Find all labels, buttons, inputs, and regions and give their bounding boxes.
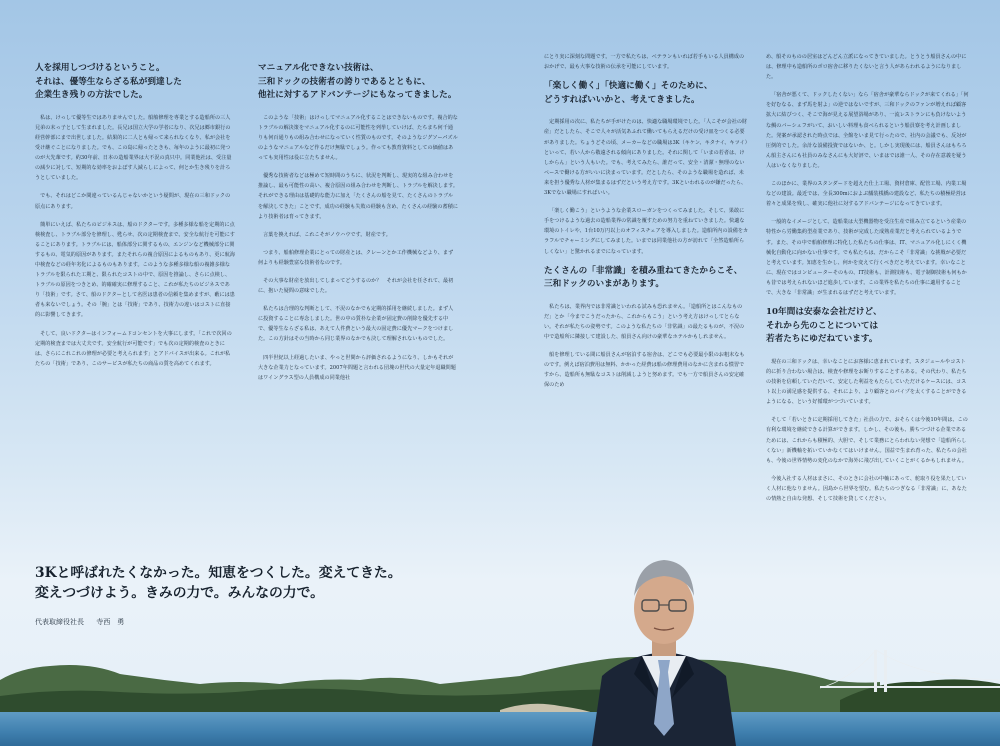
column-3-heading-1 <box>544 80 749 107</box>
president-portrait <box>584 548 744 746</box>
column-3-heading-2 <box>544 265 749 292</box>
slogan-line-2: 変えつづけよう。きみの力で。みんなの力で。 <box>35 585 324 601</box>
body-paragraph: 簡単にいえば、私たちのビジネスは、船のドクターです。多種多様な船を定期的に点検検査し、トラブル部分を修理し、甦らせ、次の定期検査まで、安全な航行を可能にすることにあります。トラブルには、船体部分に関するもの、エンジンなど機械部分に関するもの、電気的原因があります。またそれらの複合原因によるものもあり、更に航海中検査などの経年劣化によるものもあります。このような多種多様な船の複雑多様なトラブルを限られた工期と、限られたコストの中で、原因を推論し、さらに点検し、トラブルの原因をつきとめ、的確確実に修理すること、これが私たちのビジネスであり「技術」です。さて、船のドクターとして名医は患者の信頼を集めますが、藪には患者も来ないでしょう。その「腕」とは「技術」であり、技術力の違いはコストに直接的に影響してきます。 <box>35 221 235 319</box>
body-paragraph: 言葉を換えれば、これこそがノウハウです。財産です。 <box>263 231 391 238</box>
body-paragraph: 船を修理している間に船員さんが宿泊する宿舎は、どこでも必要最小限のお粗末なものです。例えば宿泊費用は無料、かかった経費は船の修理費用のなかに含まれる慣習ですから、造船所も無駄なコストは削減しようと努めます。でも一方で船員さんの安定確保のため <box>544 352 745 389</box>
column-2 <box>258 62 458 391</box>
coastal-hills-illustration <box>0 640 1000 720</box>
body-paragraph: そして、良いドクターはインフォームドコンセントを大事にします。「これで次回の定期的検査までは大丈夫です。安全航行が可能です」でも次の定期的検査のときには、さらにこれこれの修理が必要と考えられます」とアドバイスが出来る。これが私たちの「技術」であり、このサービスが私たちの商品の質を高めてくれます。 <box>35 330 232 367</box>
signer-name: 寺西 勇 <box>96 618 125 626</box>
body-paragraph: め、船そのものの居室はどんどん立派になってきていました。とうとう船員さんの中には、修理中も造船所のボロ宿舎に移りたくないと言う人があらわれるようになりました。 <box>766 54 967 81</box>
body-paragraph: このような「技術」はけっしてマニュアル化することはできないものです。複合的なトラブルの解決策をマニュアル化するのに可能性を列挙していけば、たちまち何千通りも何百通りもの組み合わせになっていく性質のものです。そのようなジグソーパズルのようなマニュアルなど作るだけ無駄でしょう。作っても教育資料としての価値はあっても実用性は役に立たちません。 <box>258 114 458 162</box>
column-1-heading <box>35 62 235 103</box>
heading-line: 10年間は安泰な会社だけど、 <box>766 307 882 318</box>
heading-line: 他社に対するアドバンテージにもなってきました。 <box>258 90 457 101</box>
body-paragraph: 四半世紀以上経過したいま、やっと世間から評価されるようになり、しかもそれが大きな企業力となっています。2007年問題と言われる団塊の世代の大量定年退職問題はワイングラス型の人員構成の同業他社 <box>258 354 456 381</box>
body-paragraph: 今後入社する人材はまさに、そのときに会社の中軸にあって、舵取り役を果たしていく人材に他なりません。因島から世界を望む。私たちのつぎなる「非常識」に、あなたの情熱と自由な発想、そして技術を貸してください。 <box>766 475 967 502</box>
body-paragraph: 私は、けっして優等生ではありませんでした。船舶修理を専業とする造船所の三人兄弟の末っ子として生まれました。長兄は国立大学の学者になり、次兄は郷市銀行の経営幹部にまで出世しました。結果的に二人とも帰って来られなくなり、私が会社を受け継ぐことになりました。でも、この島に帰ったときも、毎年のように最初に発つのが大先輩です。約30年前、日本の造船業界は大不況の真只中。同業他社は、受注量の減少に対して、短期的な効率をおよぼす人減らしによって、何とか生き残りを計ろうとしていました。 <box>35 114 232 182</box>
body-paragraph: でも、それはどこか間違っているんじゃないかという疑問が、現在の三和ドックの原点にあります。 <box>35 193 231 210</box>
body-paragraph: そして「若いときに定期採用してきた」社員の力で、おそらくは今後10年間は、この有利な環境を継続できる計算ができます。しかし、その後も、勝ちつづける企業であるためには、これからも積極的、大胆で、そして業務にとらわれない発想で「造船所らしくない」新機軸を拓いていかなくてはいけません。国益で生まれ育った、私たちの会社も、今後の世界情勢の変化のなかで海外に飛び出していくことがくるかもしれません。 <box>766 417 968 464</box>
body-paragraph: このほかに、業界のスタンダードを超えた仕上工場、資材倉庫、配管工場、内業工場などの建設。最近では、全長300mにおよぶ艤装桟橋の建設など、私たちの積極経営は着々と成果を残し、確実に他社に対するアドバンテージになってきています。 <box>766 181 967 208</box>
body-paragraph: 「宿舎が悪くて、ドックしたくない」なら「宿舎が豪華ならドックが来てくれる」「何を好むなる、まず馬を射よ」の逆ではないですが、三和ドックのファンが増えれば顧客拡大に結びつく、そこで海が見える展望浴場があり、一流レストランにも負けないような鯛のバーシュフがいて、おいしい料理も食べられるという船員寮を考え計画しました。発案が承認された時点では、全館をいま見て行ったので、社内の会議でも、反対が圧倒的でした。余計な設備投資ではないか、と。しかし実現後には、船員さんはもちろん船主さんにも社員のみなさんにも大好評で、いまはでは誰一人、その存在意義を疑う人はいなくなりました。 <box>766 92 969 169</box>
column-2-heading <box>258 62 458 103</box>
body-paragraph: その大事な財産を放出してしまってどうするのか？ それが会社を任されて、最初に、抱いた疑問の意味でした。 <box>258 278 454 295</box>
heading-line: 「楽しく働く」「快適に働く」そのために、 <box>544 81 713 92</box>
column-1 <box>35 62 235 377</box>
body-paragraph: 一般的なイメージとして、造船業は大型機器物を受注生産で組み立てるという産業の特性から労働集約型産業であり、技術が完成した成熟産業だと考えられているようです。また、その中で船舶修理に特化した私たちの仕事は、IT、マニュアル化しにくく機械化自動化に向かない仕事です。でも私たちは、だからこそ「非常識」な挑戦が必要だと考えています。知恵を生かし、何かを変えて行くべきだと考えています。幸いなことに、現在ではコンピューターそのもの、IT技術も、計測技術も、電子制御技術も何もかも昔では考えられないほど進歩しています。この業界を私たちの仕事に適用することで、大きな「非常識」が生まれるはずだと考えています。 <box>766 219 967 296</box>
heading-line: 三和ドックの技術者の誇りであるとともに、 <box>258 76 431 87</box>
heading-line: それは、優等生ならざる私が到達した <box>35 76 182 87</box>
body-paragraph: にとり実に深刻な問題です。一方で私たちは、ベテランもいれば若手もいる人員構成のおかげで、最も大事な技術の伝承を可能にしています。 <box>544 54 745 71</box>
body-paragraph: 現在の三和ドックは、幸いなことにお客様に恵まれています。スタジュールやコスト的に折り合わない場合は、検査や修理をお断りすることすらある。その代わり、私たちの技術を信頼していただいて、安定した利益をもたらしていただけるケースには、コスト以上の満足感を提供する、それにより、より顧客とのパイプを太くすることができるようになる、という好循環がつづいています。 <box>766 358 967 406</box>
heading-line: それから先のことについては <box>766 320 879 331</box>
body-paragraph: 優秀な技術者などは極めて短時間のうちに、状況を判断し、現実的な組み合わせを推論し、最も可能性の高い、複合原因の組み合わせを判断し、トラブルを解決します。それができる理由は基礎的な能力に加え「たくさんの船を見て、たくさんのトラブルを解決してきた」ことです。成功の経験も失敗の経験も含め、たくさんの経験の蓄積により技術者は育ってきます。 <box>258 173 458 220</box>
body-paragraph: つまり、船舶修理企業にとっての財産とは、クレーンとか工作機械などより、まず何よりも経験豊富な技術者なのです。 <box>258 249 454 266</box>
signer <box>35 617 134 627</box>
heading-line: どうすればいいかと、考えてきました。 <box>544 94 700 105</box>
column-3 <box>544 52 749 399</box>
sea <box>0 712 1000 746</box>
signer-title: 代表取締役社長 <box>35 618 84 626</box>
body-paragraph: 私たちは、業界内では非常識といわれる試みも恐れません。「造船所とはこんなものだ」とか「今までこうだったから、これからもこう」という考え方はけっしてとらない。それが私たちの姿勢です。このような私たちの「非常識」の最たるものが、不況の中で造船所に隣接して建設した、船員さん向けの豪華なホテルかもしれません。 <box>544 303 745 341</box>
body-paragraph: 私たちは合理的な判断として、不況のなかでも定期的採用を継続しました。まず人に投資することに専念しました。世の中の質朴な企業が固定費の削除を優先する中で、優等生ならざる私は、あえて人件費という最大の固定費に優先マークをつけました。この方針はその当時から同じ業界のなかでも決して理解されないものでした。 <box>258 306 454 343</box>
slogan <box>35 563 402 603</box>
heading-line: たくさんの「非常識」を積み重ねてきたからこそ、 <box>544 265 743 276</box>
heading-line: 人を採用しつづけるということ。 <box>35 63 165 73</box>
body-paragraph: 「楽しく働こう」というような企業スローガンをつくってみました。そして、果敢に手をつけるような過去の造船業界の常識を覆すための努力を重ねていきました。快適な環境のトイレや、1台10万円以上のオフィスチェアを導入しました。造船所内の設備をカラフルでチャーミングにしてみました。いまでは同業他社の方が訪れて「全然造船所らしくない」と驚かれるまでになっています。 <box>544 208 749 255</box>
column-4-heading <box>766 306 969 347</box>
heading-line: 企業生き残りの方法でした。 <box>35 90 148 101</box>
slogan-line-1: 3Kと呼ばれたくなかった。知恵をつくした。変えてきた。 <box>35 565 402 581</box>
body-paragraph: 定期採用の次に、私たちが手がけたのは、快適な職場環境でした。「人こそが会社の財産」だとしたら、そこで人々が活気あふれて働いてもらえるだけの受け皿をつくる必要がありました。ちょうどその頃、メーカーなどの職場は3K（キケン、キタナイ、キツイ）といって、若い人から敬遠される傾向にありました。それに関して「いまの若者は、けしからん」という人もいた。でも、考えてみたら、誰だって、安全・清潔・無理のないペースで働ける方がいいに決まっています。だとしたら、そのような職場を造れば、未来を担う優秀な人材が集まるはずだという考え方です。3Kといわれるのが嫌だったら、3Kでない職場にすればいい。 <box>544 119 748 197</box>
heading-line: 三和ドックのいまがあります。 <box>544 279 664 290</box>
column-4 <box>766 52 969 512</box>
heading-line: マニュアル化できない技術は、 <box>258 63 379 73</box>
heading-line: 若者たちにゆだねています。 <box>766 334 878 345</box>
